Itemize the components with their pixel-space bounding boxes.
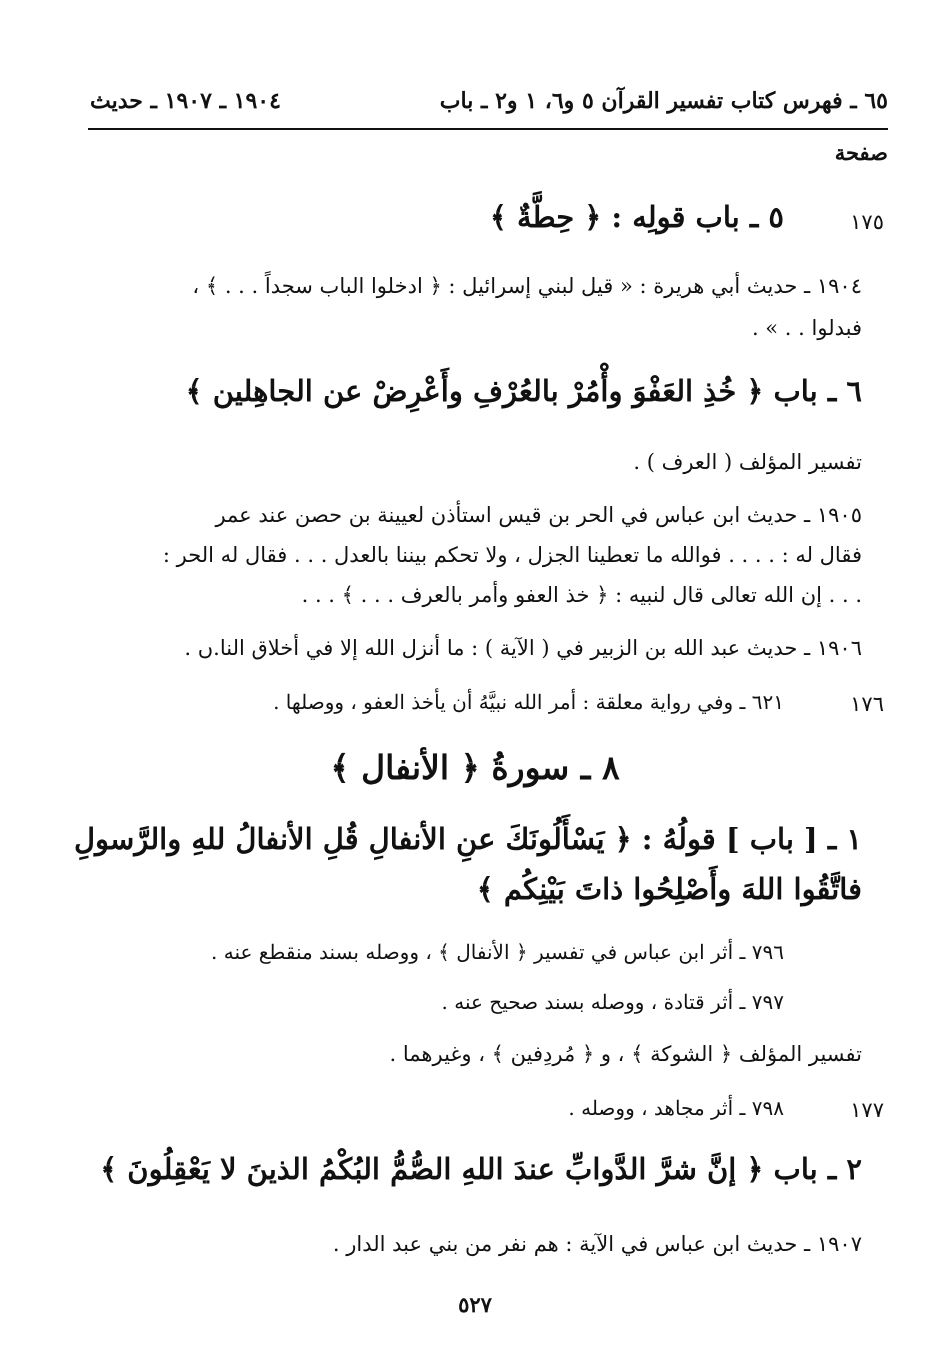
page-ref-175: ١٧٥ [850, 210, 884, 234]
athar-798: ٧٩٨ ـ أثر مجاهد ، ووصله . [568, 1096, 784, 1120]
tafsir-urf: تفسير المؤلف ( العرف ) . [633, 450, 862, 474]
hadith-1904-line-2: فبدلوا . . » . [751, 316, 862, 340]
bab-2-heading: ٢ ـ باب ﴿ إنَّ شرَّ الدَّوابِّ عندَ اللهِ الصُّمُّ البُكْمُ الذينَ لا يَعْقِلُونَ ﴾ [100, 1152, 862, 1186]
page-number: ٥٢٧ [458, 1292, 492, 1317]
running-header-range: ١٩٠٤ ـ ١٩٠٧ ـ حديث [90, 88, 281, 114]
athar-797: ٧٩٧ ـ أثر قتادة ، ووصله بسند صحيح عنه . [441, 990, 784, 1014]
hadith-1904-line-1: ١٩٠٤ ـ حديث أبي هريرة : « قيل لبني إسرائيل : ﴿ ادخلوا الباب سجداً . . . ﴾ ، [192, 274, 862, 298]
surah-anfal-heading: ٨ ـ سورةُ ﴿ الأنفال ﴾ [330, 748, 620, 787]
athar-796: ٧٩٦ ـ أثر ابن عباس في تفسير ﴿ الأنفال ﴾ ، ووصله بسند منقطع عنه . [211, 940, 784, 964]
bab-1-heading-line-2: فاتَّقُوا اللهَ وأَصْلِحُوا ذاتَ بَيْنِكُم ﴾ [476, 872, 862, 906]
hadith-1906: ١٩٠٦ ـ حديث عبد الله بن الزبير في ( الآية ) : ما أنزل الله إلا في أخلاق النا.ں . [184, 636, 862, 660]
athar-621: ٦٢١ ـ وفي رواية معلقة : أمر الله نبيَّهُ أن يأخذ العفو ، ووصلها . [273, 690, 784, 714]
page-column-label: صفحة [834, 140, 888, 165]
hadith-1905-line-1: ١٩٠٥ ـ حديث ابن عباس في الحر بن قيس استأذن لعيينة بن حصن عند عمر [215, 503, 862, 527]
page-ref-176: ١٧٦ [850, 692, 884, 716]
page-ref-177: ١٧٧ [850, 1098, 884, 1122]
hadith-1905-line-3: . . . إن الله تعالى قال لنبيه : ﴿ خذ العفو وأمر بالعرف . . . ﴾ . . . [301, 583, 862, 607]
bab-6-heading: ٦ ـ باب ﴿ خُذِ العَفْوَ وأْمُرْ بالعُرْفِ وأَعْرِضْ عن الجاهِلين ﴾ [185, 374, 862, 408]
bab-1-heading-line-1: ١ ـ [ باب ] قولُهُ : ﴿ يَسْأَلُونَكَ عنِ الأنفالِ قُلِ الأنفالُ للهِ والرَّسولِ [73, 822, 862, 856]
header-divider [88, 128, 888, 130]
running-header-title: ٦٥ ـ فهرس كتاب تفسير القرآن ٥ و٦، ١ و٢ ـ باب [439, 88, 888, 114]
hadith-1907: ١٩٠٧ ـ حديث ابن عباس في الآية : هم نفر من بني عبد الدار . [332, 1232, 862, 1256]
hadith-1905-line-2: فقال له : . . . . فوالله ما تعطينا الجزل ، ولا تحكم بيننا بالعدل . . . فقال له الحر : [162, 543, 862, 567]
tafsir-shawka: تفسير المؤلف ﴿ الشوكة ﴾ ، و ﴿ مُردِفين ﴾ ، وغيرهما . [389, 1042, 862, 1066]
bab-5-heading: ٥ ـ باب قولِه : ﴿ حِطَّةٌ ﴾ [489, 200, 784, 234]
